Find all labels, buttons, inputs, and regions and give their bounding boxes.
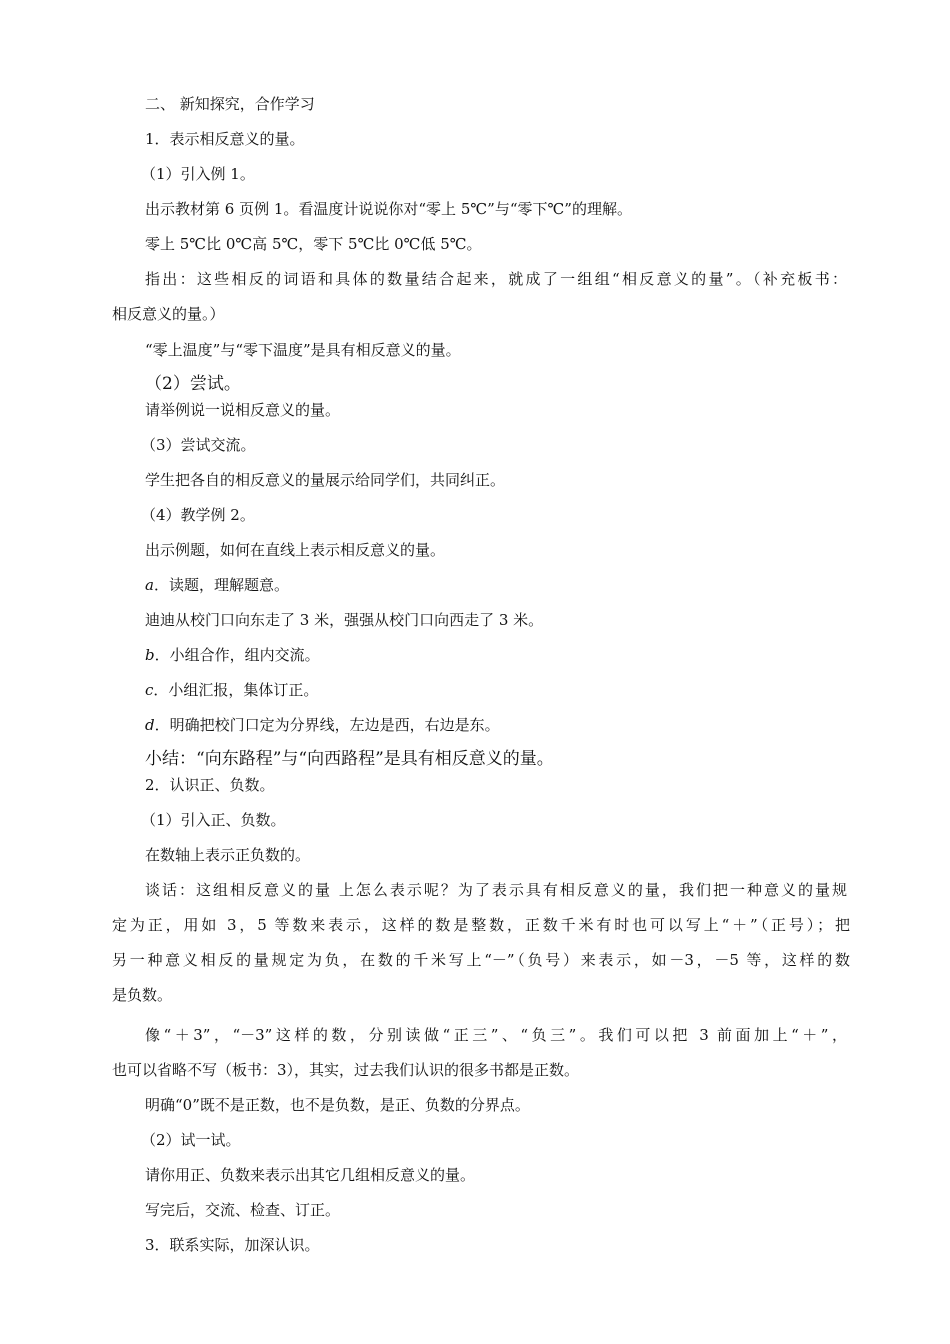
step-text: ．小组合作，组内交流。: [154, 646, 320, 664]
step-a: [145, 575, 289, 595]
paragraph: 谈话：这组相反意义的量 上怎么表示呢？为了表示具有相反意义的量，我们把一种意义的量规: [145, 881, 847, 899]
paragraph: 请举例说一说相反意义的量。: [145, 401, 341, 419]
sub-try: （2）尝试。: [145, 374, 241, 394]
sub-try-exchange: （3）尝试交流。: [141, 436, 256, 454]
step-label: c: [145, 681, 154, 699]
step-label: a: [145, 576, 154, 594]
sub-example-1: （1）引入例 1。: [141, 165, 255, 183]
paragraph: 是负数。: [112, 986, 173, 1004]
sub-introduce: （1）引入正、负数。: [141, 811, 286, 829]
paragraph: 指出：这些相反的词语和具体的数量结合起来，就成了一组组“相反意义的量”。（补充板书：: [145, 270, 847, 288]
step-text: ．小组汇报，集体订正。: [153, 681, 319, 699]
sub-example-2: （4）教学例 2。: [141, 506, 255, 524]
step-label: d: [145, 716, 155, 734]
paragraph: 学生把各自的相反意义的量展示给同学们，共同纠正。: [145, 471, 506, 489]
step-text: ．明确把校门口定为分界线，左边是西，右边是东。: [154, 716, 500, 734]
step-label: b: [145, 646, 155, 664]
paragraph: 像“＋3”，“－3”这样的数，分别读做“正三”、“负三”。我们可以把 3 前面加上“＋”，: [145, 1026, 847, 1044]
paragraph: 请你用正、负数来表示出其它几组相反意义的量。: [145, 1166, 476, 1184]
paragraph: 也可以省略不写（板书：3），其实，过去我们认识的很多书都是正数。: [112, 1061, 580, 1079]
paragraph: 零上 5℃比 0℃高 5℃，零下 5℃比 0℃低 5℃。: [145, 235, 482, 253]
paragraph: 写完后，交流、检查、订正。: [145, 1201, 341, 1219]
step-b: [145, 645, 320, 665]
step-d: [145, 715, 500, 735]
paragraph: 定为正，用如 3，5 等数来表示，这样的数是整数，正数千米有时也可以写上“＋”（正号）；把: [112, 916, 850, 934]
paragraph: 另一种意义相反的量规定为负，在数的千米写上“－”（负号）来表示，如－3，－5 等，这样的数: [112, 951, 850, 969]
paragraph: 相反意义的量。）: [112, 305, 225, 323]
paragraph: 明确“0”既不是正数，也不是负数，是正、负数的分界点。: [145, 1096, 530, 1114]
heading-positive-negative: 2．认识正、负数。: [145, 776, 275, 794]
section-title: 二、 新知探究，合作学习: [145, 95, 315, 113]
heading-opposite-quantities: 1．表示相反意义的量。: [145, 130, 305, 148]
step-text: ．读题，理解题意。: [153, 576, 289, 594]
paragraph: 迪迪从校门口向东走了 3 米，强强从校门口向西走了 3 米。: [145, 611, 544, 629]
sub-try-it: （2）试一试。: [141, 1131, 241, 1149]
paragraph: “零上温度”与“零下温度”是具有相反意义的量。: [145, 341, 461, 359]
summary: 小结：“向东路程”与“向西路程”是具有相反意义的量。: [145, 749, 554, 769]
paragraph: 出示例题，如何在直线上表示相反意义的量。: [145, 541, 446, 559]
paragraph: 在数轴上表示正负数的。: [145, 846, 311, 864]
step-c: [145, 680, 318, 700]
heading-real-life: 3．联系实际，加深认识。: [145, 1236, 320, 1254]
paragraph: 出示教材第 6 页例 1。看温度计说说你对“零上 5℃”与“零下℃”的理解。: [145, 200, 632, 218]
